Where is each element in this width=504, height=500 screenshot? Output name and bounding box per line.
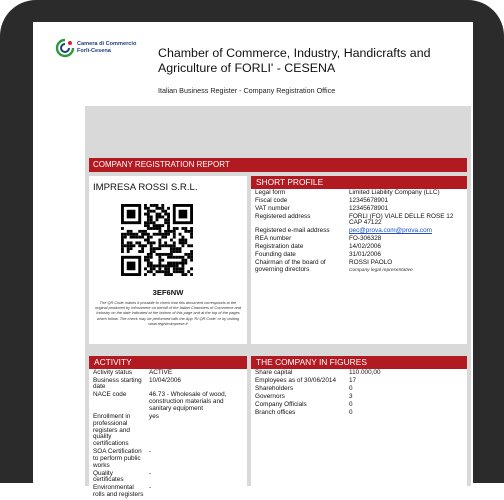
- row-label: Share capital: [255, 368, 293, 376]
- row-label: VAT number: [255, 204, 290, 212]
- profile-row: [251, 260, 467, 276]
- activity-row: [89, 470, 247, 485]
- row-label: REA number: [255, 235, 292, 243]
- company-name: IMPRESA ROSSI S.R.L.: [93, 182, 198, 193]
- document-screen: [33, 22, 473, 499]
- row-label: Employees as of 30/06/2014: [255, 376, 337, 384]
- row-label: Registration date: [255, 243, 304, 251]
- row-value: 31/01/2006: [349, 251, 381, 259]
- row-value: 10/04/2006: [149, 376, 181, 384]
- row-value: FO-306328: [349, 235, 382, 243]
- report-body: [85, 106, 471, 499]
- row-label: Business starting date: [93, 376, 142, 391]
- qr-note: The QR Code makes it possible to check that this document corresponds to the original produced by Infocamere on behalf of the Italian Chambers of Commerce and Industry on the date indicated at the bottom of this page and at the top of the pages which follow. The check may be performed with the App 'RI QR Code' or by visiting www.registroimprese.it: [95, 300, 241, 326]
- row-value: 0: [349, 408, 353, 416]
- figures-row: [251, 377, 467, 385]
- document-subtitle: Italian Business Register - Company Registration Office: [158, 86, 336, 95]
- short-profile-table: [251, 189, 467, 275]
- row-label: Branch offices: [255, 408, 296, 416]
- activity-row: [89, 485, 247, 500]
- figures-panel: [251, 356, 467, 486]
- short-profile-panel: [251, 176, 467, 344]
- row-value: 3: [349, 392, 353, 400]
- figures-row: [251, 393, 467, 401]
- report-banner: COMPANY REGISTRATION REPORT: [89, 158, 467, 172]
- row-value: 0: [349, 400, 353, 408]
- qr-code-text: 3EF6NW: [152, 288, 184, 297]
- profile-row: [251, 213, 467, 228]
- activity-row: [89, 413, 247, 448]
- row-value: yes: [149, 412, 159, 420]
- activity-row: [89, 377, 247, 392]
- row-value: 46.73 - Wholesale of wood, construction materials and sanitary equipment: [149, 391, 227, 412]
- activity-row: [89, 392, 247, 414]
- pec-email-link[interactable]: pec@prova.com@prova.com: [349, 227, 432, 235]
- row-value: 12345678901: [349, 204, 389, 212]
- chairman-role: Company legal representative: [349, 268, 413, 274]
- profile-row: [251, 189, 467, 197]
- row-label: Founding date: [255, 251, 296, 259]
- chamber-logo: [55, 36, 145, 70]
- qr-code-icon: [121, 204, 193, 276]
- row-label: Registered address: [255, 212, 311, 220]
- activity-table: [89, 369, 247, 500]
- profile-row: [251, 197, 467, 205]
- row-label: Activity status: [93, 368, 133, 376]
- row-value: -: [149, 484, 152, 492]
- figures-row: [251, 385, 467, 393]
- profile-row: [251, 205, 467, 213]
- figures-heading: THE COMPANY IN FIGURES: [251, 356, 467, 369]
- document-title: Chamber of Commerce, Industry, Handicrafts and Agriculture of FORLI' - CESENA: [158, 46, 431, 75]
- row-label: Governors: [255, 392, 285, 400]
- row-value: -: [149, 469, 152, 477]
- row-label: Shareholders: [255, 384, 294, 392]
- row-label: Chairman of the board of governing directors: [255, 259, 326, 274]
- row-label: SOA Certification to perform public works: [93, 448, 142, 469]
- activity-row: [89, 449, 247, 471]
- row-value: FORLI (FO) VIALE DELLE ROSE 12 CAP 47122: [349, 212, 454, 227]
- row-label: Legal form: [255, 188, 286, 196]
- short-profile-heading: SHORT PROFILE: [251, 176, 467, 189]
- row-value: 12345678901: [349, 196, 389, 204]
- figures-row: [251, 401, 467, 409]
- row-value: Limited Liability Company (LLC): [349, 188, 440, 196]
- figures-table: [251, 369, 467, 417]
- company-panel: [89, 176, 247, 344]
- activity-row: [89, 369, 247, 377]
- row-label: NACE code: [93, 391, 127, 399]
- chairman-name: ROSSI PAOLO: [349, 259, 393, 267]
- row-value: 14/02/2006: [349, 243, 381, 251]
- row-value: [347, 260, 467, 276]
- logo-text-line1: Camera di Commercio: [77, 41, 137, 47]
- row-label: Company Officials: [255, 400, 307, 408]
- logo-text-line2: Forlì-Cesena: [77, 48, 111, 54]
- row-value: 110.000,00: [349, 368, 381, 376]
- row-label: Registered e-mail address: [255, 227, 330, 235]
- row-value: ACTIVE: [149, 368, 173, 376]
- row-value: 17: [349, 376, 357, 384]
- figures-row: [251, 409, 467, 417]
- activity-heading: ACTIVITY: [89, 356, 247, 369]
- activity-panel: [89, 356, 247, 499]
- row-label: Fiscal code: [255, 196, 288, 204]
- chamber-logo-icon: [55, 38, 75, 58]
- row-value: 0: [349, 384, 353, 392]
- row-label: Environmental rolls and registers: [93, 484, 144, 499]
- row-value: -: [149, 448, 152, 456]
- row-label: Enrollment in professional registers and quality certifications: [93, 412, 131, 448]
- row-label: Quality certificates: [93, 469, 124, 484]
- figures-row: [251, 369, 467, 377]
